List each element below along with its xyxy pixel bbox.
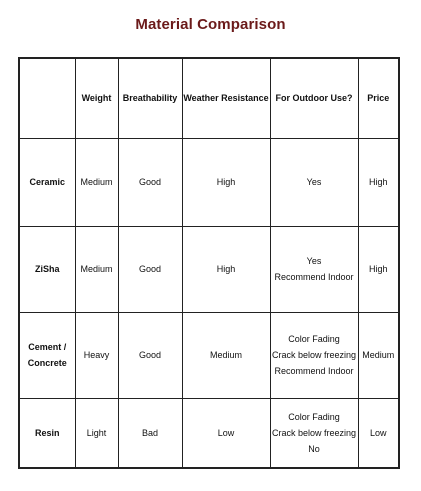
cell-line: Yes — [306, 256, 322, 266]
cell-line: Low — [369, 427, 387, 438]
cell-line: Crack below freezing — [271, 427, 357, 438]
column-header-breathability: Breathability — [118, 58, 182, 138]
cell-weather-resistance — [182, 138, 270, 226]
cell-weight — [75, 226, 118, 312]
row-header-material — [19, 398, 75, 468]
header-row — [19, 58, 399, 138]
cell-line: High — [216, 177, 236, 187]
cell-line: Crack below freezing — [271, 350, 357, 360]
cell-line: High — [216, 264, 236, 274]
column-header-outdoor-use: For Outdoor Use? — [270, 58, 358, 138]
row-header-material — [19, 138, 75, 226]
cell-line: Color Fading — [288, 334, 340, 344]
cell-line: Low — [217, 427, 235, 438]
cell-outdoor-use — [270, 312, 358, 398]
row-header-material — [19, 312, 75, 398]
cell-line: Medium — [362, 350, 395, 360]
column-header-weight: Weight — [75, 58, 118, 138]
cell-price — [358, 398, 399, 468]
cell-line: Good — [138, 177, 162, 187]
cell-line: Bad — [141, 427, 158, 438]
cell-line: ZiSha — [34, 264, 60, 274]
table-row — [19, 398, 399, 468]
cell-outdoor-use — [270, 226, 358, 312]
cell-line: Good — [138, 350, 162, 360]
cell-breathability — [118, 398, 182, 468]
cell-line: Medium — [80, 177, 113, 187]
cell-weight — [75, 138, 118, 226]
cell-line: Good — [138, 264, 162, 274]
column-header-weather-resistance: Weather Resistance — [182, 58, 270, 138]
cell-weather-resistance — [182, 398, 270, 468]
cell-line: Light — [86, 427, 107, 438]
cell-weather-resistance — [182, 226, 270, 312]
cell-line: No — [308, 443, 320, 454]
table-row — [19, 312, 399, 398]
table-row — [19, 138, 399, 226]
column-header-price: Price — [358, 58, 399, 138]
cell-outdoor-use — [270, 138, 358, 226]
cell-line: Color Fading — [288, 411, 340, 422]
cell-line: High — [368, 177, 388, 187]
page-title: Material Comparison — [135, 16, 286, 33]
cell-line: Recommend Indoor — [274, 272, 354, 282]
cell-price — [358, 226, 399, 312]
cell-line: Ceramic — [29, 177, 66, 187]
cell-weight — [75, 398, 118, 468]
cell-line: Yes — [306, 177, 322, 187]
cell-line: Cement / — [28, 342, 67, 352]
cell-line: Heavy — [83, 350, 110, 360]
cell-line: High — [368, 264, 388, 274]
cell-outdoor-use — [270, 398, 358, 468]
cell-line: Medium — [209, 350, 242, 360]
cell-price — [358, 312, 399, 398]
row-header-material — [19, 226, 75, 312]
cell-line: Recommend Indoor — [274, 366, 354, 376]
cell-line: Medium — [80, 264, 113, 274]
cell-weight — [75, 312, 118, 398]
comparison-table — [18, 57, 400, 469]
cell-weather-resistance — [182, 312, 270, 398]
cell-breathability — [118, 312, 182, 398]
cell-breathability — [118, 226, 182, 312]
table-row — [19, 226, 399, 312]
column-header-corner — [19, 58, 75, 138]
cell-price — [358, 138, 399, 226]
cell-breathability — [118, 138, 182, 226]
cell-line: Resin — [34, 427, 60, 438]
cell-line: Concrete — [27, 358, 67, 368]
